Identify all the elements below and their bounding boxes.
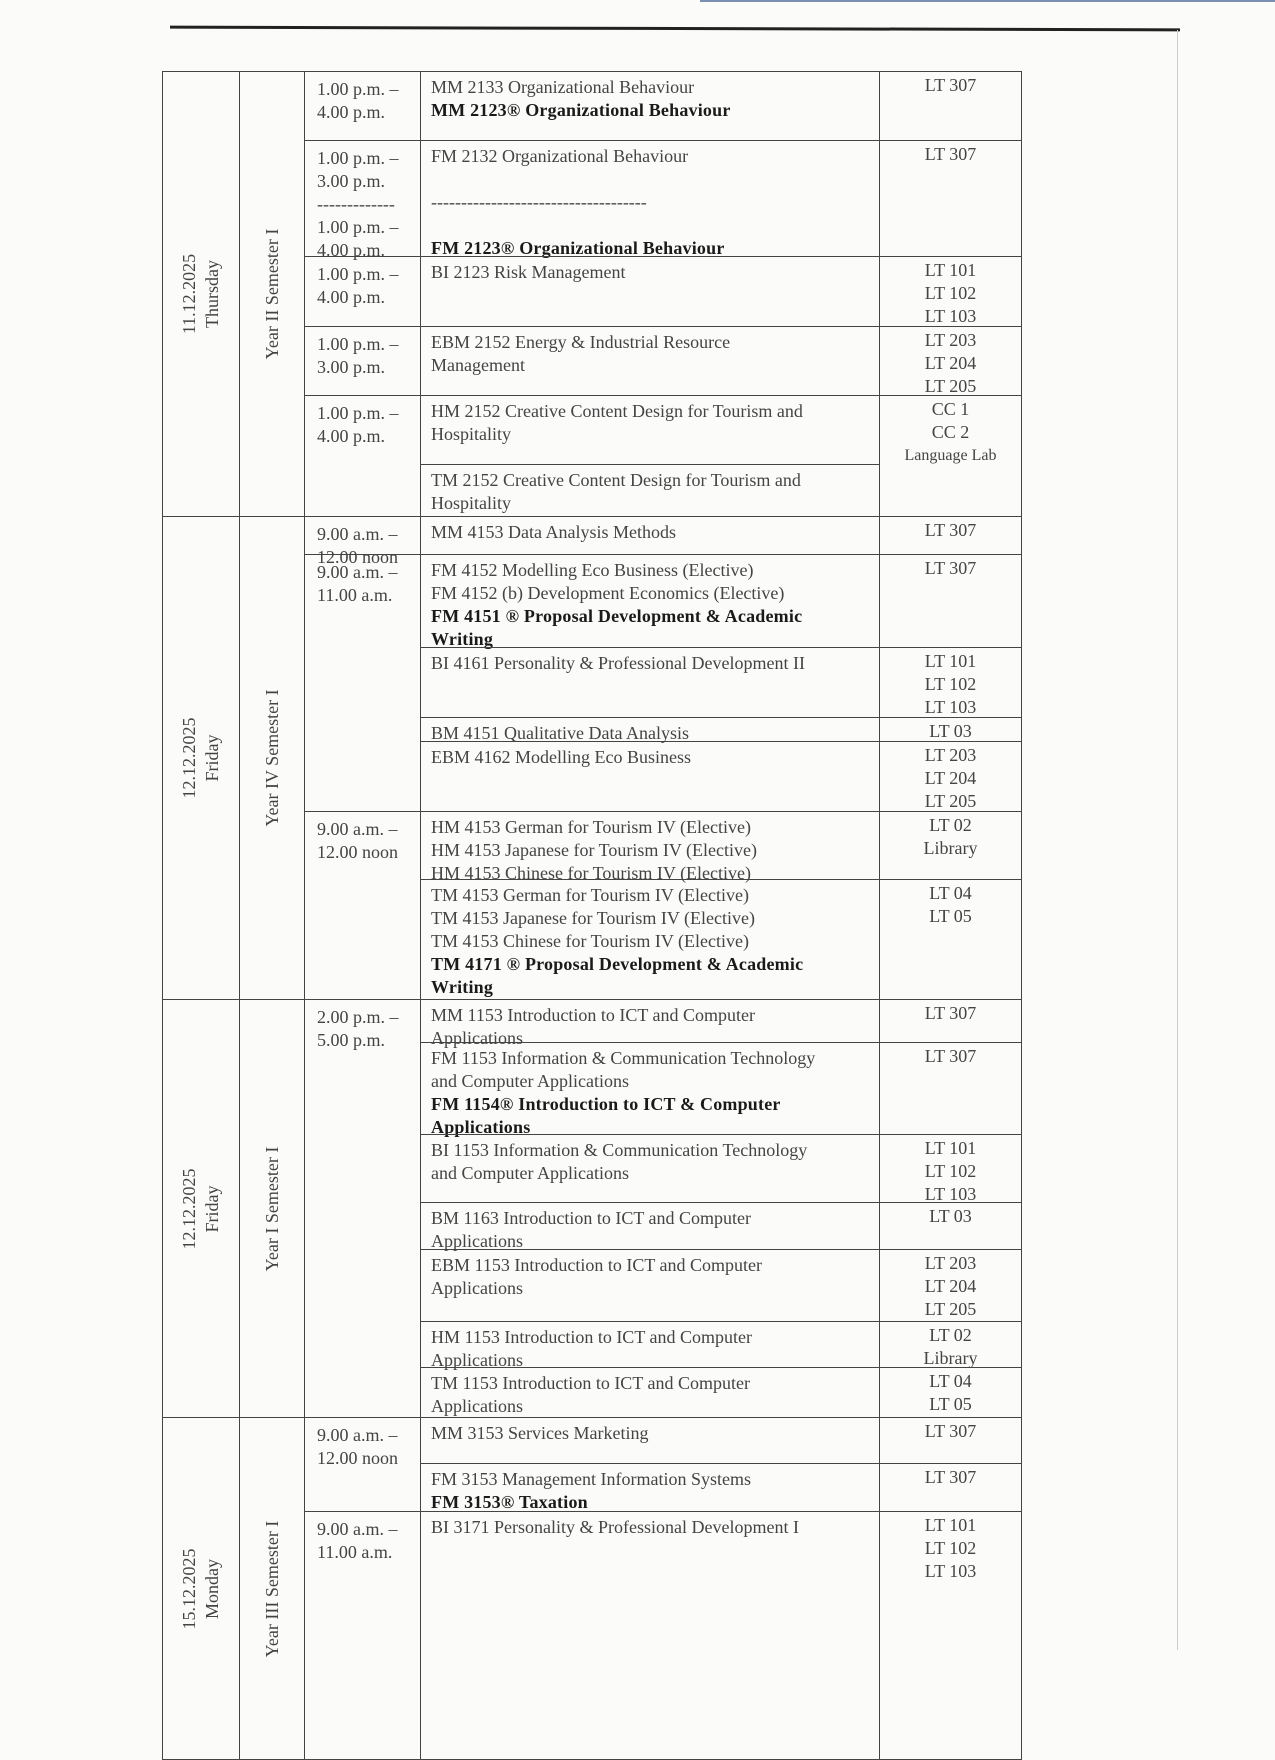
time-cell (304, 811, 421, 1000)
course-text: BI 2123 Risk Management (431, 262, 626, 282)
time-cell (304, 140, 421, 260)
course-text: FM 2123® Organizational Behaviour (431, 238, 725, 258)
course-text: FM 3153® Taxation (431, 1492, 588, 1512)
date-cell (162, 516, 240, 1000)
venue-cell (879, 395, 1022, 517)
venue-text: LT 204 (924, 768, 977, 788)
venue-cell (879, 1511, 1022, 1760)
course-text: BM 4151 Qualitative Data Analysis (431, 723, 689, 743)
course-text: BM 1163 Introduction to ICT and Computer (431, 1208, 751, 1228)
venue-text: LT 102 (924, 283, 977, 303)
venue-cell (879, 256, 1022, 327)
year-semester-label: Year IV Semester I (262, 689, 282, 827)
course-text: Applications (431, 1231, 523, 1251)
course-cell (420, 326, 880, 396)
course-cell (420, 1463, 880, 1512)
course-cell (420, 256, 880, 327)
time-text: 12.00 noon (317, 842, 398, 862)
venue-text: LT 101 (924, 651, 977, 671)
venue-text: LT 203 (924, 1253, 977, 1273)
course-text (431, 168, 869, 191)
course-text: HM 4153 German for Tourism IV (Elective) (431, 817, 752, 837)
time-text: 9.00 a.m. – (317, 819, 398, 839)
time-text: 4.00 p.m. (317, 287, 386, 307)
course-cell (420, 1511, 880, 1760)
course-text: BI 4161 Personality & Professional Development II (431, 653, 805, 673)
time-text: 1.00 p.m. – (317, 264, 399, 284)
course-text: FM 4151 ® Proposal Development & Academic (431, 606, 803, 626)
course-text: EBM 4162 Modelling Eco Business (431, 747, 691, 767)
venue-cell (879, 1249, 1022, 1322)
venue-text: LT 02 (929, 815, 972, 835)
venue-text: LT 307 (924, 1467, 977, 1487)
date-label (178, 718, 224, 799)
course-text: and Computer Applications (431, 1163, 629, 1183)
course-cell (420, 879, 880, 1000)
course-text: ------------------------------------ (431, 192, 647, 212)
course-cell (420, 811, 880, 883)
venue-text: LT 307 (924, 144, 977, 164)
course-text: FM 2132 Organizational Behaviour (431, 146, 689, 166)
venue-cell (879, 1367, 1022, 1418)
time-text: 9.00 a.m. – (317, 562, 398, 582)
venue-text: LT 205 (924, 791, 977, 811)
exam-day: Friday (202, 734, 222, 782)
course-text: Applications (431, 1278, 523, 1298)
venue-text: LT 02 (929, 1325, 972, 1345)
course-text: HM 4153 Japanese for Tourism IV (Elective) (431, 840, 757, 860)
venue-cell (879, 140, 1022, 257)
venue-text: LT 103 (924, 306, 977, 326)
venue-text: LT 307 (924, 1046, 977, 1066)
venue-cell (879, 1042, 1022, 1135)
course-cell (420, 464, 880, 517)
time-text: 3.00 p.m. (317, 357, 386, 377)
time-text: 4.00 p.m. (317, 102, 386, 122)
course-cell (420, 1367, 880, 1418)
course-cell (420, 554, 880, 648)
time-text: ------------- (317, 194, 395, 214)
course-text: HM 4153 Chinese for Tourism IV (Elective) (431, 863, 752, 883)
time-cell (304, 999, 421, 1418)
venue-text: LT 103 (924, 1184, 977, 1204)
venue-cell (879, 741, 1022, 812)
venue-text: LT 307 (924, 520, 977, 540)
course-text: MM 4153 Data Analysis Methods (431, 522, 676, 542)
course-cell (420, 1042, 880, 1135)
venue-cell (879, 811, 1022, 880)
time-cell (304, 554, 421, 812)
course-text: TM 4153 Japanese for Tourism IV (Elective) (431, 908, 755, 928)
venue-text: LT 307 (924, 1003, 977, 1023)
venue-cell (879, 717, 1022, 742)
course-text: BI 1153 Information & Communication Technology (431, 1140, 808, 1160)
course-text: FM 4152 Modelling Eco Business (Elective) (431, 560, 754, 580)
course-text: EBM 2152 Energy & Industrial Resource (431, 332, 731, 352)
course-text: Hospitality (431, 493, 511, 513)
course-text: FM 1154® Introduction to ICT & Computer (431, 1094, 781, 1114)
time-text: 3.00 p.m. (317, 171, 386, 191)
time-text: 1.00 p.m. – (317, 403, 399, 423)
venue-text: LT 03 (929, 721, 972, 741)
venue-cell (879, 1417, 1022, 1464)
date-label (178, 1168, 224, 1249)
venue-cell (879, 1134, 1022, 1203)
time-cell (304, 1511, 421, 1760)
course-text: FM 4152 (b) Development Economics (Elective) (431, 583, 785, 603)
date-cell (162, 999, 240, 1418)
year-semester-label: Year I Semester I (262, 1146, 282, 1271)
venue-text: CC 1 (931, 399, 970, 419)
time-text: 2.00 p.m. – (317, 1007, 399, 1027)
time-cell (304, 326, 421, 396)
venue-cell (879, 554, 1022, 648)
year-semester-cell (239, 516, 305, 1000)
course-cell (420, 516, 880, 555)
exam-day: Thursday (202, 260, 222, 328)
time-text: 4.00 p.m. (317, 426, 386, 446)
venue-text: Language Lab (904, 447, 997, 464)
time-cell (304, 395, 421, 517)
scan-edge (700, 0, 1275, 2)
course-text: TM 1153 Introduction to ICT and Computer (431, 1373, 750, 1393)
time-text: 5.00 p.m. (317, 1030, 386, 1050)
venue-text: LT 101 (924, 1515, 977, 1535)
time-cell (304, 71, 421, 141)
date-label (178, 254, 224, 334)
time-text: 1.00 p.m. – (317, 217, 399, 237)
course-text: Applications (431, 1117, 531, 1137)
time-cell (304, 256, 421, 327)
venue-text: Library (923, 1348, 978, 1368)
course-cell (420, 395, 880, 465)
course-cell (420, 1249, 880, 1322)
time-text: 11.00 a.m. (317, 585, 393, 605)
year-semester-cell (239, 71, 305, 517)
course-cell (420, 741, 880, 812)
venue-text: LT 203 (924, 330, 977, 350)
venue-text: LT 101 (924, 260, 977, 280)
exam-date: 12.12.2025 (179, 1168, 199, 1249)
course-text: TM 2152 Creative Content Design for Tourism and (431, 470, 801, 490)
venue-cell (879, 879, 1022, 1000)
course-text: HM 1153 Introduction to ICT and Computer (431, 1327, 752, 1347)
venue-cell (879, 516, 1022, 555)
venue-text: LT 307 (924, 75, 977, 95)
time-cell (304, 1417, 421, 1512)
course-text: BI 3171 Personality & Professional Development I (431, 1517, 799, 1537)
course-cell (420, 1417, 880, 1464)
course-text: EBM 1153 Introduction to ICT and Computer (431, 1255, 762, 1275)
venue-text: LT 204 (924, 1276, 977, 1296)
venue-text: LT 04 (929, 883, 972, 903)
venue-text: LT 205 (924, 1299, 977, 1319)
course-cell (420, 1321, 880, 1368)
year-semester-label: Year II Semester I (262, 228, 282, 360)
date-cell (162, 1417, 240, 1760)
exam-day: Monday (202, 1558, 222, 1619)
time-text: 1.00 p.m. – (317, 79, 399, 99)
course-cell (420, 1134, 880, 1203)
time-cell (304, 516, 421, 567)
course-text: Applications (431, 1028, 523, 1048)
course-cell (420, 647, 880, 718)
venue-text: LT 102 (924, 1538, 977, 1558)
course-text: Writing (431, 977, 494, 997)
course-text: MM 2123® Organizational Behaviour (431, 100, 731, 120)
venue-cell (879, 326, 1022, 396)
course-text: MM 2133 Organizational Behaviour (431, 77, 695, 97)
course-text: FM 1153 Information & Communication Technology (431, 1048, 816, 1068)
course-cell (420, 999, 880, 1048)
time-text: 9.00 a.m. – (317, 524, 398, 544)
course-text: MM 3153 Services Marketing (431, 1423, 649, 1443)
exam-date: 12.12.2025 (179, 717, 199, 799)
venue-text: LT 03 (929, 1206, 972, 1226)
course-text: HM 2152 Creative Content Design for Tourism and (431, 401, 803, 421)
venue-text: LT 205 (924, 376, 977, 396)
course-text: Hospitality (431, 424, 511, 444)
scan-border-line (170, 26, 1180, 32)
venue-text: CC 2 (931, 422, 970, 442)
venue-cell (879, 1202, 1022, 1250)
time-text: 1.00 p.m. – (317, 334, 399, 354)
date-label (178, 1548, 224, 1629)
time-text: 11.00 a.m. (317, 1542, 393, 1562)
venue-cell (879, 1463, 1022, 1512)
course-text: TM 4153 German for Tourism IV (Elective) (431, 885, 749, 905)
venue-text: LT 103 (924, 1561, 977, 1581)
course-text: Writing (431, 629, 494, 649)
course-cell (420, 1202, 880, 1250)
year-semester-cell (239, 1417, 305, 1760)
venue-text: LT 103 (924, 697, 977, 717)
course-text: Applications (431, 1350, 523, 1370)
page-edge (1177, 30, 1178, 1650)
venue-cell (879, 1321, 1022, 1368)
venue-cell (879, 647, 1022, 718)
time-text: 9.00 a.m. – (317, 1519, 398, 1539)
venue-text: LT 102 (924, 674, 977, 694)
course-text: TM 4171 ® Proposal Development & Academic (431, 954, 804, 974)
year-semester-label: Year III Semester I (262, 1520, 282, 1658)
time-text: 4.00 p.m. (317, 240, 386, 260)
time-text: 12.00 noon (317, 547, 398, 567)
course-text: Applications (431, 1396, 523, 1416)
course-cell (420, 140, 880, 257)
venue-text: LT 307 (924, 558, 977, 578)
time-text: 1.00 p.m. – (317, 148, 399, 168)
venue-text: LT 101 (924, 1138, 977, 1158)
date-cell (162, 71, 240, 517)
exam-date: 15.12.2025 (179, 1548, 199, 1629)
course-cell (420, 717, 880, 742)
year-semester-cell (239, 999, 305, 1418)
course-cell (420, 71, 880, 141)
venue-text: LT 05 (929, 906, 972, 926)
venue-text: LT 102 (924, 1161, 977, 1181)
time-text: 9.00 a.m. – (317, 1425, 398, 1445)
venue-text: LT 307 (924, 1421, 977, 1441)
course-text: TM 4153 Chinese for Tourism IV (Elective) (431, 931, 750, 951)
venue-text: LT 204 (924, 353, 977, 373)
venue-text: Library (923, 838, 978, 858)
venue-text: LT 203 (924, 745, 977, 765)
venue-text: LT 04 (929, 1371, 972, 1391)
course-text: Management (431, 355, 525, 375)
course-text: and Computer Applications (431, 1071, 629, 1091)
time-text: 12.00 noon (317, 1448, 398, 1468)
venue-text: LT 05 (929, 1394, 972, 1414)
venue-cell (879, 71, 1022, 141)
exam-day: Friday (202, 1185, 222, 1232)
course-text (431, 214, 869, 237)
exam-date: 11.12.2025 (179, 253, 199, 335)
course-text: FM 3153 Management Information Systems (431, 1469, 751, 1489)
course-text: MM 1153 Introduction to ICT and Computer (431, 1005, 755, 1025)
venue-cell (879, 999, 1022, 1043)
